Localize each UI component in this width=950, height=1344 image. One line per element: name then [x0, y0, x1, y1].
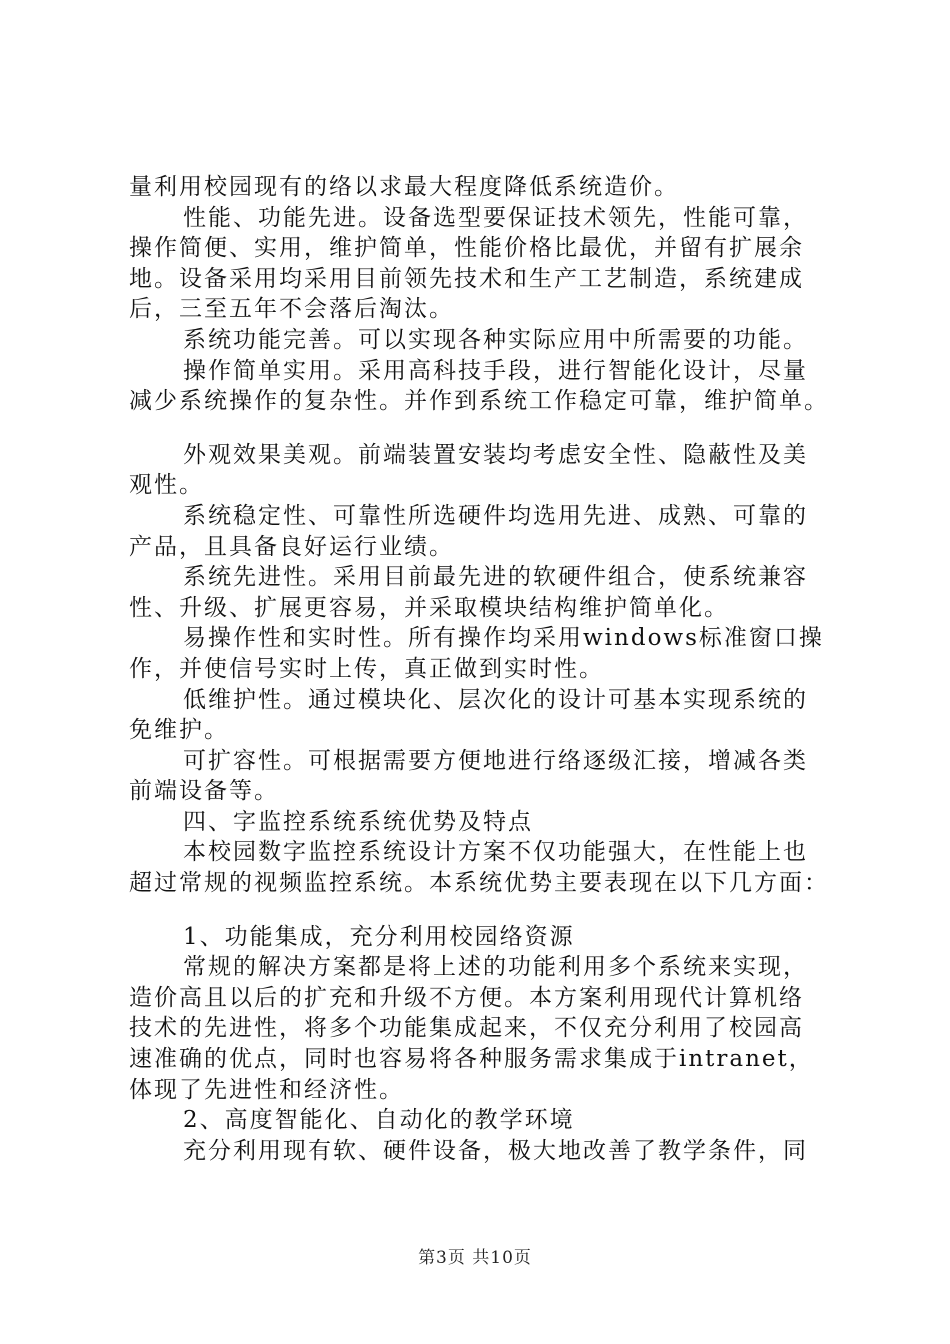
text-line: 体现了先进性和经济性。	[129, 1076, 404, 1103]
text-line: 易操作性和实时性。所有操作均采用windows标准窗口操	[183, 625, 824, 652]
text-line: 常规的解决方案都是将上述的功能利用多个系统来实现，	[183, 954, 808, 981]
section-heading: 四、字监控系统系统优势及特点	[183, 808, 533, 835]
text-line: 可扩容性。可根据需要方便地进行络逐级汇接，增减各类	[183, 747, 808, 774]
text-line: 超过常规的视频监控系统。本系统优势主要表现在以下几方面：	[129, 870, 829, 897]
text-line: 减少系统操作的复杂性。并作到系统工作稳定可靠，维护简单。	[129, 388, 829, 415]
text-line: 前端设备等。	[129, 778, 279, 805]
text-line: 系统先进性。采用目前最先进的软硬件组合，使系统兼容	[183, 564, 808, 591]
page-body	[129, 172, 849, 1166]
text-line: 造价高且以后的扩充和升级不方便。本方案利用现代计算机络	[129, 984, 804, 1011]
paragraph-gap	[129, 899, 849, 922]
page-number-footer: 第3页 共10页	[418, 1248, 532, 1268]
text-line: 低维护性。通过模块化、层次化的设计可基本实现系统的	[183, 686, 808, 713]
subsection-heading: 2、高度智能化、自动化的教学环境	[183, 1107, 575, 1134]
text-line: 观性。	[129, 472, 204, 499]
text-line: 免维护。	[129, 717, 229, 744]
text-line: 充分利用现有软、硬件设备，极大地改善了教学条件，同	[183, 1137, 808, 1164]
paragraph-gap	[129, 417, 849, 440]
text-line: 操作简便、实用，维护简单，性能价格比最优，并留有扩展余	[129, 235, 804, 262]
subsection-heading: 1、功能集成，充分利用校园络资源	[183, 923, 575, 950]
text-line: 本校园数字监控系统设计方案不仅功能强大，在性能上也	[183, 839, 808, 866]
text-line: 外观效果美观。前端装置安装均考虑安全性、隐蔽性及美	[183, 441, 808, 468]
text-line: 量利用校园现有的络以求最大程度降低系统造价。	[129, 174, 679, 200]
text-line: 产品，且具备良好运行业绩。	[129, 533, 454, 560]
text-line: 技术的先进性，将多个功能集成起来，不仅充分利用了校园高	[129, 1015, 804, 1042]
text-line: 操作简单实用。采用高科技手段，进行智能化设计，尽量	[183, 357, 808, 384]
text-line: 性能、功能先进。设备选型要保证技术领先，性能可靠，	[183, 204, 808, 231]
text-line: 地。设备采用均采用目前领先技术和生产工艺制造，系统建成	[129, 265, 804, 292]
text-line: 系统功能完善。可以实现各种实际应用中所需要的功能。	[183, 326, 808, 353]
text-line: 速准确的优点，同时也容易将各种服务需求集成于intranet，	[129, 1046, 814, 1073]
text-line: 性、升级、扩展更容易，并采取模块结构维护简单化。	[129, 594, 729, 621]
text-line: 系统稳定性、可靠性所选硬件均选用先进、成熟、可靠的	[183, 502, 808, 529]
text-line: 后，三至五年不会落后淘汰。	[129, 296, 454, 323]
text-line: 作，并使信号实时上传，真正做到实时性。	[129, 655, 604, 682]
